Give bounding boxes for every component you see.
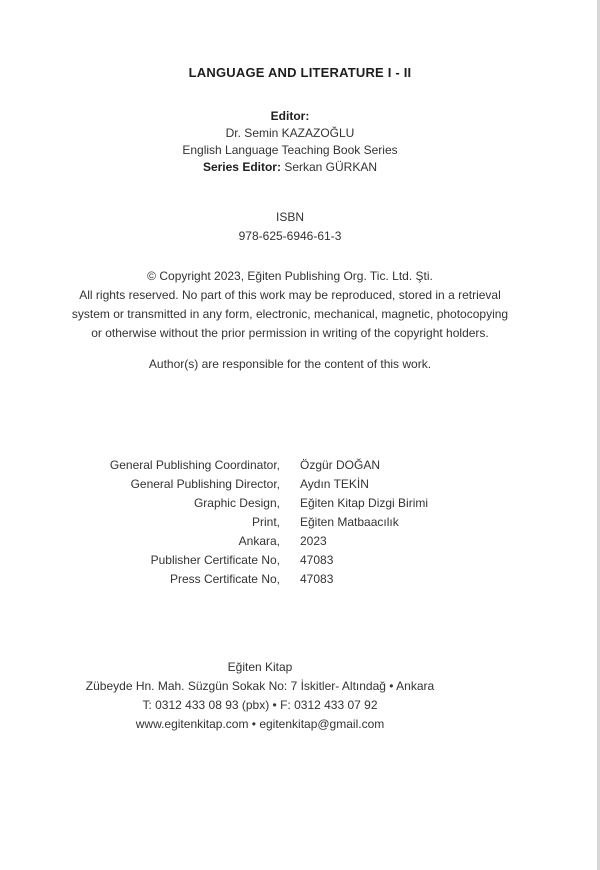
isbn-block xyxy=(0,208,580,246)
series-editor-label: Series Editor: xyxy=(202,160,281,174)
credit-key: General Publishing Coordinator, xyxy=(109,458,280,472)
credit-key: Print, xyxy=(251,515,280,529)
credit-key: Ankara, xyxy=(238,534,280,548)
rights-line: or otherwise without the prior permission in writing of the copyright holders. xyxy=(91,326,489,340)
credit-value: Eğiten Matbaacılık xyxy=(300,515,399,529)
credit-row xyxy=(0,570,600,589)
publisher-footer xyxy=(0,658,520,734)
credit-row xyxy=(0,475,600,494)
publisher-web: www.egitenkitap.com • egitenkitap@gmail.com xyxy=(135,717,385,731)
publisher-phones: T: 0312 433 08 93 (pbx) • F: 0312 433 07 92 xyxy=(142,698,378,712)
series-editor-line xyxy=(0,159,580,176)
credit-key: General Publishing Director, xyxy=(130,477,280,491)
credit-row xyxy=(0,513,600,532)
publisher-name: Eğiten Kitap xyxy=(227,660,293,674)
editor-block xyxy=(0,108,580,176)
credit-row xyxy=(0,551,600,570)
credit-value: Eğiten Kitap Dizgi Birimi xyxy=(300,496,429,510)
series-editor-name: Serkan GÜRKAN xyxy=(284,160,378,174)
credits-table xyxy=(0,456,600,589)
credit-row xyxy=(0,532,600,551)
credit-key: Publisher Certificate No, xyxy=(150,553,280,567)
credit-row xyxy=(0,456,600,475)
isbn-number: 978-625-6946-61-3 xyxy=(238,229,342,243)
credit-key: Press Certificate No, xyxy=(169,572,280,586)
rights-line: system or transmitted in any form, electronic, mechanical, magnetic, photocopying xyxy=(71,307,509,321)
credit-value: 47083 xyxy=(300,553,334,567)
isbn-label: ISBN xyxy=(275,210,304,224)
credit-row xyxy=(0,494,600,513)
credit-key: Graphic Design, xyxy=(193,496,280,510)
publisher-address: Zübeyde Hn. Mah. Süzgün Sokak No: 7 İskitler- Altındağ • Ankara xyxy=(85,679,435,693)
copyright-notice xyxy=(0,267,580,343)
editor-label: Editor: xyxy=(270,109,310,123)
credit-value: 47083 xyxy=(300,572,334,586)
editor-name: Dr. Semin KAZAZOĞLU xyxy=(225,126,355,140)
credit-value: Özgür DOĞAN xyxy=(300,458,381,472)
responsibility-note: Author(s) are responsible for the content of this work. xyxy=(148,357,432,371)
book-title: LANGUAGE AND LITERATURE I - II xyxy=(188,65,412,80)
series-name: English Language Teaching Book Series xyxy=(182,143,398,157)
credit-value: Aydın TEKİN xyxy=(300,477,369,491)
copyright-line: © Copyright 2023, Eğiten Publishing Org. Tic. Ltd. Şti. xyxy=(147,269,433,283)
credit-value: 2023 xyxy=(300,534,327,548)
rights-line: All rights reserved. No part of this work may be reproduced, stored in a retrieval xyxy=(79,288,501,302)
